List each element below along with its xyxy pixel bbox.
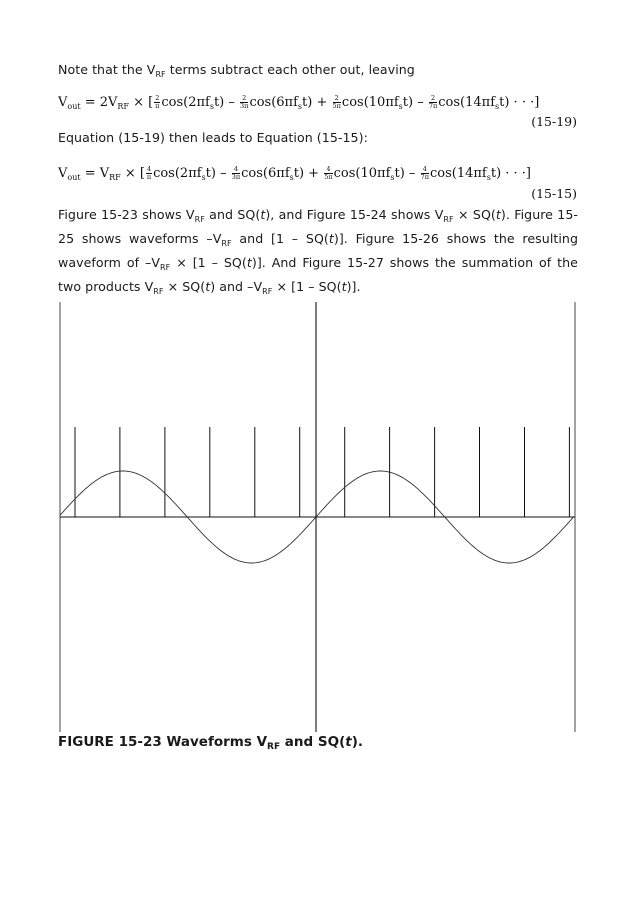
- intro-text: Note that the $V_{RF}$ terms subtract each other out, leaving: [58, 62, 415, 79]
- lead-text: Equation (15-19) then leads to Equation (15-15):: [58, 130, 368, 145]
- equation-15-15: $V_{out} = V_{RF}$ × [ $\frac{4}{\pi}$ $\cos(2\pi f_st)$ – $\frac{4}{3\pi}$ $\cos(6\pi f_st)$ + $\frac{4}{5\pi}$ $\cos(10\pi f_st)$ – $\frac{4}{7\pi}$ $\cos(14\pi f_st)$ · · ·]: [58, 165, 532, 182]
- equation-number-15-15: (15-15): [531, 186, 577, 201]
- body-paragraph: Figure 15-23 shows $V_{RF}$ and SQ(t), and Figure 15-24 shows $V_{RF} \times SQ(t)$. Figure 15-25 shows waveforms $-V_{RF}$ and [1 – SQ(t)]. Figure 15-26 shows the resulting waveform of $-V_{RF} \times [1 - SQ(t)]$. And Figure 15-27 shows the summation of the two products $V_{RF} \times SQ(t)$ and $-V_{RF} \times [1 - SQ(t)]$.: [58, 207, 579, 296]
- figure-caption: FIGURE 15-23 Waveforms $V_{RF}$ and SQ(t).: [58, 734, 364, 752]
- equation-number-15-19: (15-19): [531, 114, 577, 129]
- square-wave-pulses: [75, 427, 569, 517]
- equation-15-19: $V_{out} = 2V_{RF}$ × [ $\frac{2}{\pi}$ $\cos(2\pi f_st)$ – $\frac{2}{3\pi}$ $\cos(6\pi f_st)$ + $\frac{2}{5\pi}$ $\cos(10\pi f_st)$ – $\frac{2}{7\pi}$ $\cos(14\pi f_st)$ · · ·]: [58, 94, 540, 111]
